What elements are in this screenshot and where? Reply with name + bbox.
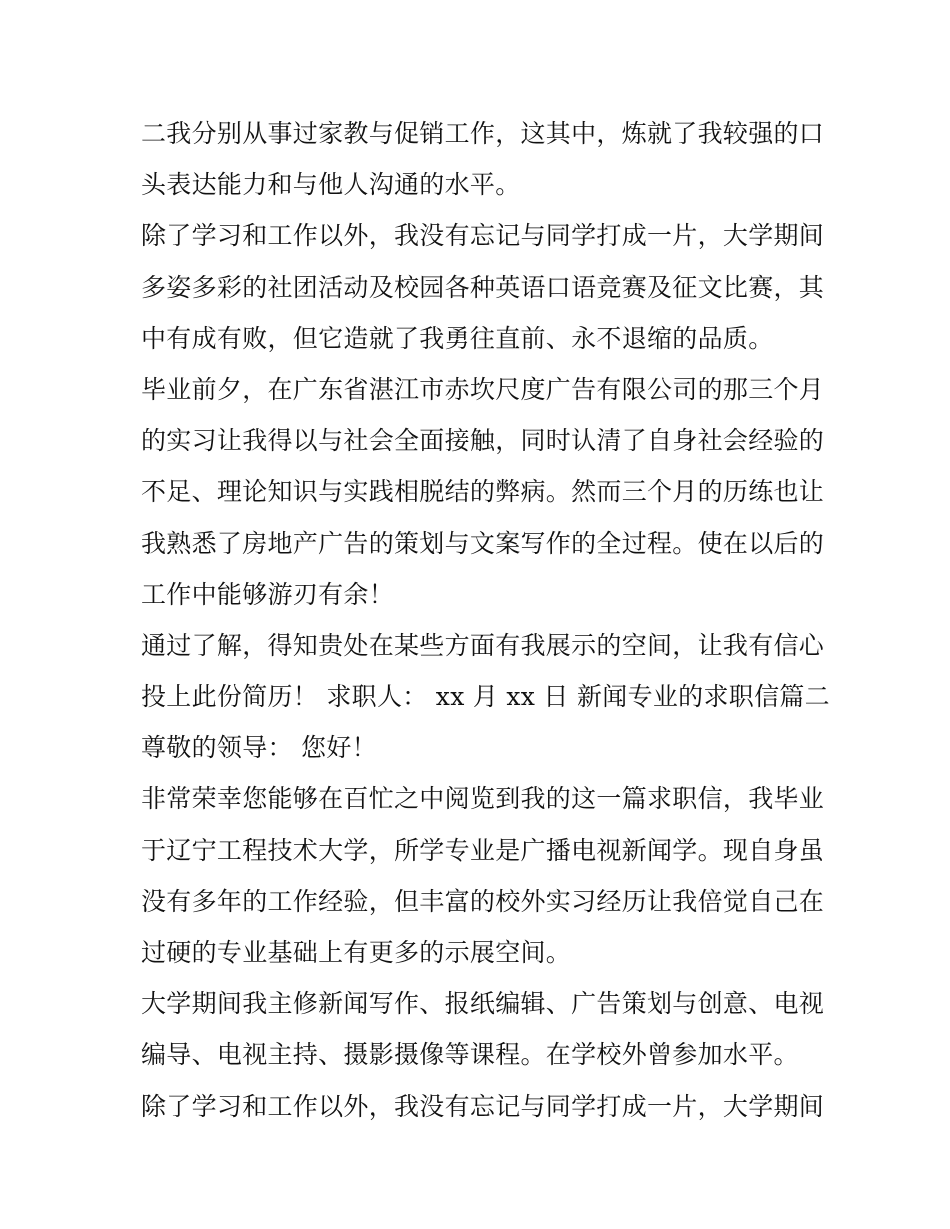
text-line: 非常荣幸您能够在百忙之中阅览到我的这一篇求职信，我毕业 <box>141 784 825 814</box>
text-line: 编导、电视主持、摄影摄像等课程。在学校外曾参加水平。 <box>141 1040 799 1070</box>
text-line: 头表达能力和与他人沟通的水平。 <box>141 170 521 200</box>
text-line: 工作中能够游刃有余！ <box>141 579 395 609</box>
text-line: 于辽宁工程技术大学，所学专业是广播电视新闻学。现自身虽 <box>141 835 825 865</box>
text-line: 除了学习和工作以外，我没有忘记与同学打成一片，大学期间 <box>141 1091 825 1121</box>
text-line: 投上此份简历！ 求职人： xx 月 xx 日 新闻专业的求职信篇二 <box>141 682 830 712</box>
text-line: 二我分别从事过家教与促销工作，这其中，炼就了我较强的口 <box>141 119 825 148</box>
text-line: 大学期间我主修新闻写作、报纸编辑、广告策划与创意、电视 <box>141 989 825 1019</box>
text-line: 我熟悉了房地产广告的策划与文案写作的全过程。使在以后的 <box>141 528 825 558</box>
body-text <box>141 108 830 1132</box>
text-line: 除了学习和工作以外，我没有忘记与同学打成一片，大学期间 <box>141 221 825 251</box>
text-line: 毕业前夕，在广东省湛江市赤坎尺度广告有限公司的那三个月 <box>141 374 825 404</box>
text-line: 中有成有败，但它造就了我勇往直前、永不退缩的品质。 <box>141 323 774 353</box>
text-line: 不足、理论知识与实践相脱结的弊病。然而三个月的历练也让 <box>141 477 825 507</box>
text-line: 没有多年的工作经验，但丰富的校外实习经历让我倍觉自己在 <box>141 886 825 916</box>
text-line: 通过了解，得知贵处在某些方面有我展示的空间，让我有信心 <box>141 630 825 660</box>
text-line: 尊敬的领导： 您好！ <box>141 733 377 763</box>
text-line: 的实习让我得以与社会全面接触，同时认清了自身社会经验的 <box>141 426 825 456</box>
text-line: 多姿多彩的社团活动及校园各种英语口语竞赛及征文比赛，其 <box>141 272 825 302</box>
text-line: 过硬的专业基础上有更多的示展空间。 <box>141 938 572 967</box>
